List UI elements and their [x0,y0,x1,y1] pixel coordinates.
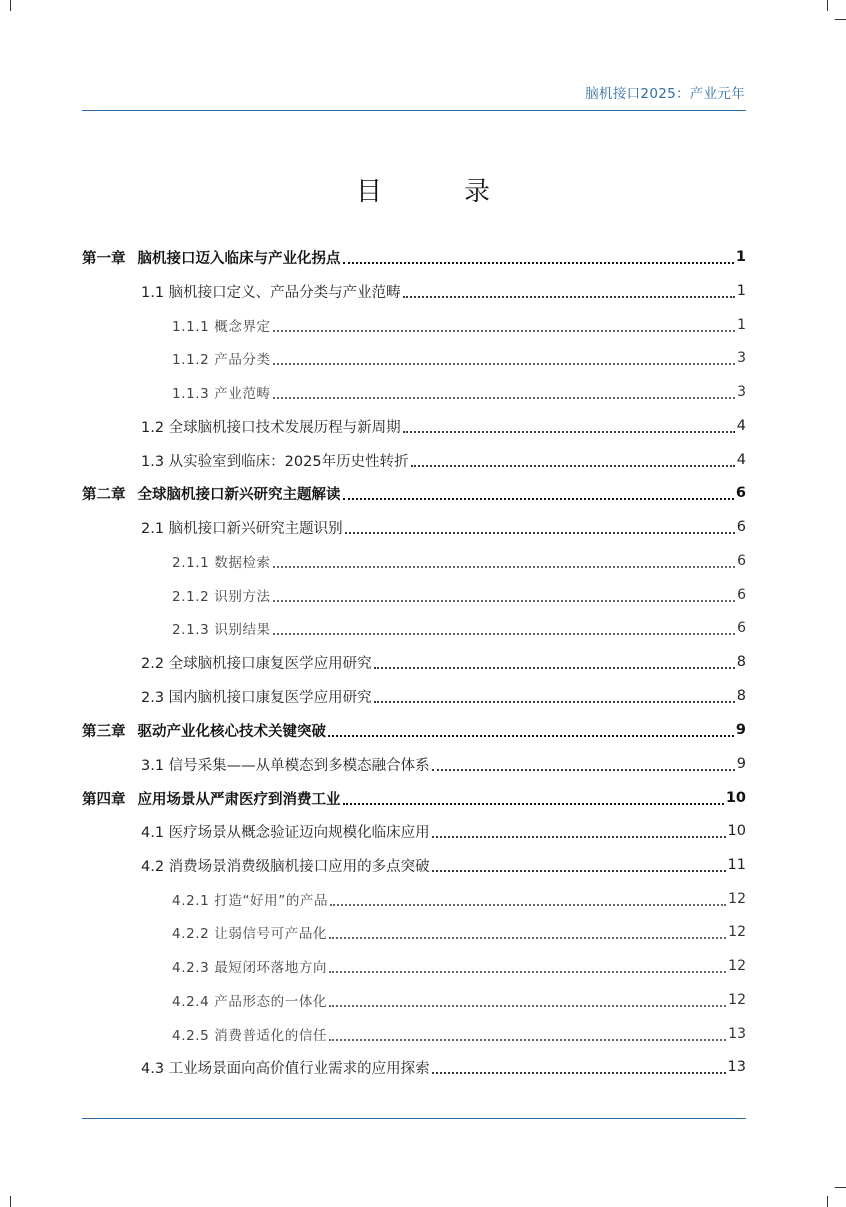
toc-entry-title: 应用场景从严肃医疗到消费工业 [137,791,341,808]
toc-entry-label [82,720,326,741]
toc-entry-title: 1.2 全球脑机接口技术发展历程与新周期 [141,419,401,436]
toc-page-number: 13 [727,1059,746,1075]
toc-dot-leader [273,329,735,332]
toc-entry[interactable] [172,341,746,375]
toc-chapter-number: 第三章 [82,723,126,740]
toc-dot-leader [273,565,735,568]
toc-dot-leader [273,362,735,365]
toc-entry-label [141,517,343,538]
toc-dot-leader [343,497,734,500]
toc-page-number: 12 [728,958,746,974]
toc-entry-title: 2.1.1 数据检索 [172,555,271,571]
toc-dot-leader [432,835,726,838]
toc-dot-leader [329,1038,726,1041]
toc-entry-title: 驱动产业化核心技术关键突破 [137,723,326,740]
toc-page-number: 9 [735,722,746,738]
toc-dot-leader [343,802,724,805]
toc-dot-leader [432,869,726,872]
toc-entry-label [141,821,430,842]
toc-page-number: 10 [725,790,746,806]
toc-dot-leader [273,396,735,399]
toc-entry[interactable] [141,814,746,848]
toc-entry-label [141,652,372,673]
toc-page-number: 12 [728,891,746,907]
toc-dot-leader [374,700,735,703]
toc-entry-label [141,1057,430,1078]
toc-entry-title: 2.2 全球脑机接口康复医学应用研究 [141,655,372,672]
toc-page-number: 6 [736,519,746,535]
toc-entry[interactable] [82,476,746,510]
toc-dot-leader [432,768,735,771]
toc-dot-leader [329,936,726,939]
toc-entry[interactable] [172,544,746,578]
toc-entry[interactable] [82,781,746,815]
toc-entry[interactable] [82,240,746,274]
toc-entry[interactable] [82,713,746,747]
toc-page-number: 13 [728,1026,746,1042]
toc-entry-label [141,416,401,437]
toc-entry-title: 4.2 消费场景消费级脑机接口应用的多点突破 [141,858,430,875]
toc-entry-title: 全球脑机接口新兴研究主题解读 [137,486,341,503]
toc-entry-title: 1.1.1 概念界定 [172,319,271,335]
toc-entry-label [172,990,327,1010]
toc-page-number: 3 [737,350,746,366]
page-title: 目 录 [355,177,518,207]
toc-dot-leader [273,632,735,635]
toc-entry[interactable] [172,915,746,949]
toc-dot-leader [328,734,734,737]
toc-entry-title: 2.1 脑机接口新兴研究主题识别 [141,520,343,537]
toc-entry-title: 4.1 医疗场景从概念验证迈向规模化临床应用 [141,824,430,841]
toc-page-number: 1 [737,317,746,333]
toc-entry[interactable] [141,645,746,679]
toc-page-number: 10 [727,823,746,839]
footer-rule [82,1118,746,1119]
toc-dot-leader [330,903,726,906]
toc-page-number: 8 [736,654,746,670]
toc-entry-title: 4.2.3 最短闭环落地方向 [172,960,328,976]
toc-entry[interactable] [172,1017,746,1051]
toc-page-number: 4 [736,418,746,434]
toc-chapter-number: 第二章 [82,486,126,503]
toc-entry-label [172,551,271,571]
running-header-title: 脑机接口2025：产业元年 [585,86,745,102]
toc-entry[interactable] [141,848,746,882]
toc-entry-title: 1.1.3 产业范畴 [172,386,271,402]
toc-entry-title: 4.3 工业场景面向高价值行业需求的应用探索 [141,1060,430,1077]
crop-mark-bottom-right-horizontal [835,1187,846,1188]
toc-dot-leader [403,295,735,298]
toc-entry-title: 4.2.5 消费普适化的信任 [172,1028,328,1044]
toc-entry-label [141,686,372,707]
toc-entry-label [82,483,341,504]
toc-page-number: 1 [735,249,746,265]
toc-entry[interactable] [141,679,746,713]
toc-entry-label [172,1024,327,1044]
toc-entry-label [141,281,401,302]
toc-page-number: 6 [735,485,746,501]
toc-dot-leader [403,430,735,433]
toc-entry-title: 1.1.2 产品分类 [172,352,271,368]
toc-page-number: 12 [728,992,746,1008]
toc-entry-title: 4.2.1 打造“好用”的产品 [172,893,329,909]
toc-entry-title: 2.3 国内脑机接口康复医学应用研究 [141,689,372,706]
toc-entry[interactable] [141,510,746,544]
toc-entry[interactable] [172,882,746,916]
toc-entry-title: 4.2.2 让弱信号可产品化 [172,926,328,942]
toc-page-number: 12 [728,924,746,940]
toc-entry-label [141,855,430,876]
toc-entry[interactable] [141,1050,746,1084]
toc-entry-title: 2.1.3 识别结果 [172,622,271,638]
toc-dot-leader [329,1004,726,1007]
toc-entry-title: 4.2.4 产品形态的一体化 [172,994,328,1010]
toc-chapter-number: 第四章 [82,791,126,808]
toc-page-number: 8 [736,688,746,704]
toc-dot-leader [343,261,734,264]
toc-page-number: 3 [737,384,746,400]
toc-entry-label [141,754,430,775]
header-rule [82,110,746,111]
toc-dot-leader [432,1071,726,1074]
toc-entry-label [172,315,271,335]
toc-entry[interactable] [141,409,746,443]
toc-page-number: 9 [736,756,746,772]
toc-entry-label [82,788,341,809]
toc-entry-label [141,450,409,471]
toc-entry[interactable] [172,578,746,612]
toc-entry[interactable] [172,949,746,983]
toc-entry[interactable] [172,611,746,645]
toc-entry-title: 1.1 脑机接口定义、产品分类与产业范畴 [141,284,401,301]
toc-entry[interactable] [141,747,746,781]
toc-entry[interactable] [172,308,746,342]
toc-entry-label [172,585,271,605]
toc-page-number: 6 [737,587,746,603]
toc-entry-label [172,618,271,638]
crop-mark-top-left [10,0,11,11]
toc-entry-title: 脑机接口迈入临床与产业化拐点 [137,250,341,267]
crop-mark-top-right-horizontal [835,19,846,20]
toc-entry[interactable] [141,274,746,308]
crop-mark-top-right-vertical [827,0,828,11]
crop-mark-bottom-left [10,1196,11,1207]
toc-entry-label [172,956,327,976]
toc-entry-label [172,922,327,942]
toc-dot-leader [273,599,735,602]
toc-page-number: 6 [737,553,746,569]
toc-entry-title: 2.1.2 识别方法 [172,589,271,605]
toc-page-number: 6 [737,620,746,636]
toc-entry-title: 1.3 从实验室到临床：2025年历史性转折 [141,453,409,470]
crop-mark-bottom-right-vertical [827,1196,828,1207]
toc-page-number: 11 [727,857,746,873]
toc-dot-leader [345,531,735,534]
toc-entry[interactable] [172,375,746,409]
toc-entry[interactable] [141,443,746,477]
toc-page-number: 4 [736,452,746,468]
toc-entry-label [172,348,271,368]
toc-dot-leader [374,666,735,669]
toc-page-number: 1 [736,283,746,299]
toc-dot-leader [329,970,726,973]
toc-entry-label [172,382,271,402]
toc-entry-title: 3.1 信号采集——从单模态到多模态融合体系 [141,757,430,774]
toc-entry-label [82,247,341,268]
toc-dot-leader [411,464,735,467]
toc-entry[interactable] [172,983,746,1017]
toc-chapter-number: 第一章 [82,250,126,267]
toc-entry-label [172,889,328,909]
